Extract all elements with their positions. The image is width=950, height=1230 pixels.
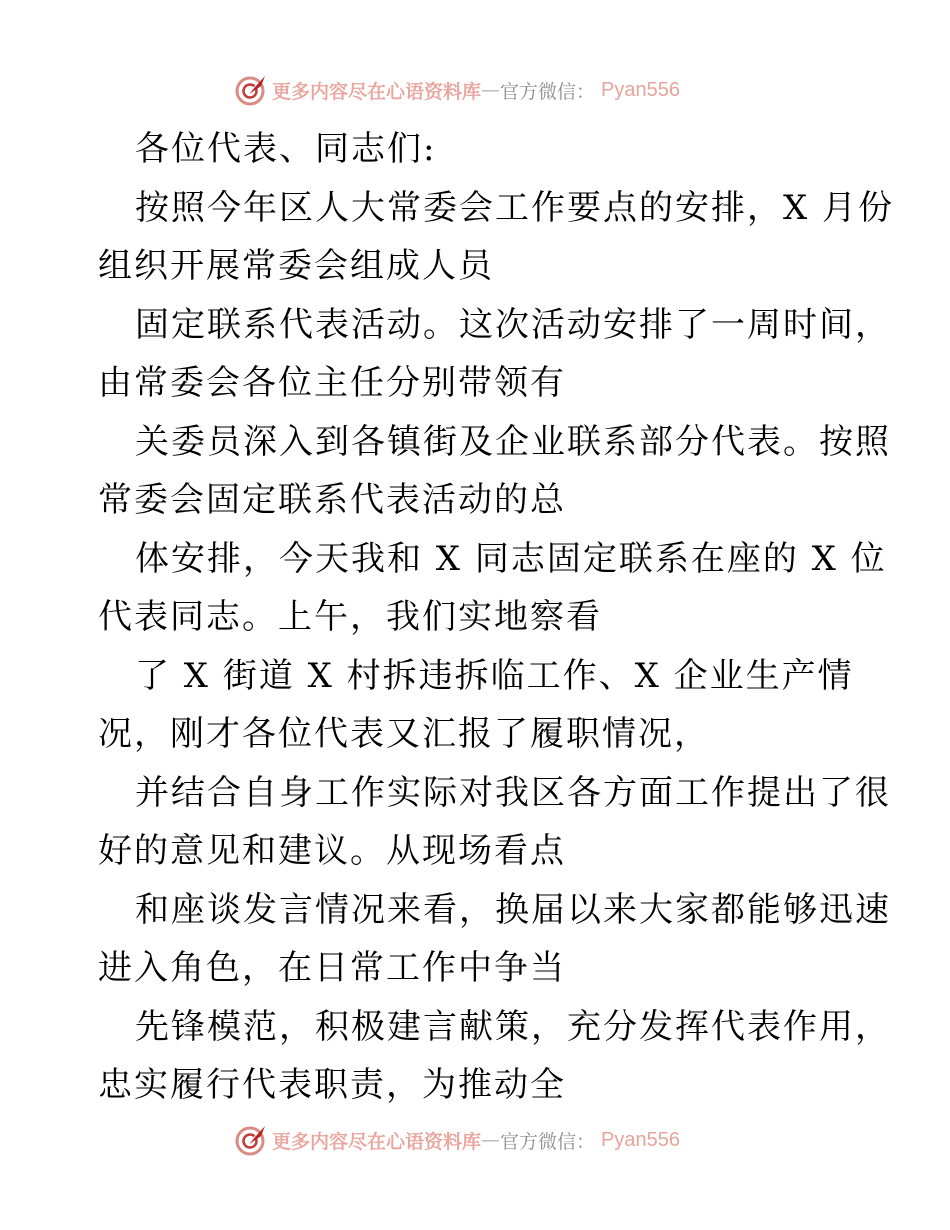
watermark-site-text: 更多内容尽在心语资料库 <box>272 1130 482 1153</box>
paragraph <box>98 296 891 413</box>
watermark-colon: ： <box>576 80 596 103</box>
watermark-wechat-label: 官方微信 <box>500 80 577 103</box>
paragraph-line: 先锋模范，积极建言献策，充分发挥代表作用， <box>135 1006 891 1047</box>
paragraph-line: 和座谈发言情况来看，换届以来大家都能够迅速 <box>135 889 891 930</box>
watermark-wechat-id: Pyan556 <box>601 1128 681 1151</box>
paragraph <box>98 881 891 998</box>
quill-logo-icon <box>234 73 268 107</box>
paragraph-line: 代表同志。上午，我们实地察看 <box>98 597 602 637</box>
document-body <box>98 120 895 1115</box>
watermark-dash: — <box>481 1129 501 1151</box>
paragraph-line: 忠实履行代表职责，为推动全 <box>98 1065 566 1105</box>
watermark-wechat-id: Pyan556 <box>601 78 681 101</box>
quill-logo-icon <box>234 1123 268 1157</box>
watermark-banner-bottom <box>234 1123 680 1157</box>
paragraph <box>98 764 891 881</box>
paragraph <box>98 413 891 530</box>
paragraph-line: 了 X 街道 X 村拆违拆临工作、X 企业生产情 <box>135 655 854 696</box>
watermark-colon: ： <box>576 1130 596 1153</box>
paragraph-salutation <box>98 120 858 179</box>
paragraph-line: 各位代表、同志们: <box>135 129 437 169</box>
paragraph-line: 进入角色，在日常工作中争当 <box>98 948 566 988</box>
paragraph-line: 按照今年区人大常委会工作要点的安排，X 月份 <box>135 187 895 228</box>
paragraph <box>98 647 858 764</box>
paragraph-line: 固定联系代表活动。这次活动安排了一周时间， <box>135 304 891 345</box>
paragraph-line: 组织开展常委会组成人员 <box>98 246 494 286</box>
paragraph-line: 关委员深入到各镇街及企业联系部分代表。按照 <box>135 421 891 462</box>
paragraph-line: 况，刚才各位代表又汇报了履职情况， <box>98 714 710 754</box>
paragraph <box>98 179 895 296</box>
paragraph-line: 常委会固定联系代表活动的总 <box>98 480 566 520</box>
watermark-site-text: 更多内容尽在心语资料库 <box>272 80 482 103</box>
paragraph <box>98 998 891 1115</box>
paragraph-line: 并结合自身工作实际对我区各方面工作提出了很 <box>135 772 891 813</box>
paragraph-line: 由常委会各位主任分别带领有 <box>98 363 566 403</box>
paragraph <box>98 530 887 647</box>
watermark-wechat-label: 官方微信 <box>500 1130 577 1153</box>
watermark-banner-top <box>234 73 680 107</box>
paragraph-line: 体安排，今天我和 X 同志固定联系在座的 X 位 <box>135 538 887 579</box>
watermark-dash: — <box>481 79 501 101</box>
paragraph-line: 好的意见和建议。从现场看点 <box>98 831 566 871</box>
